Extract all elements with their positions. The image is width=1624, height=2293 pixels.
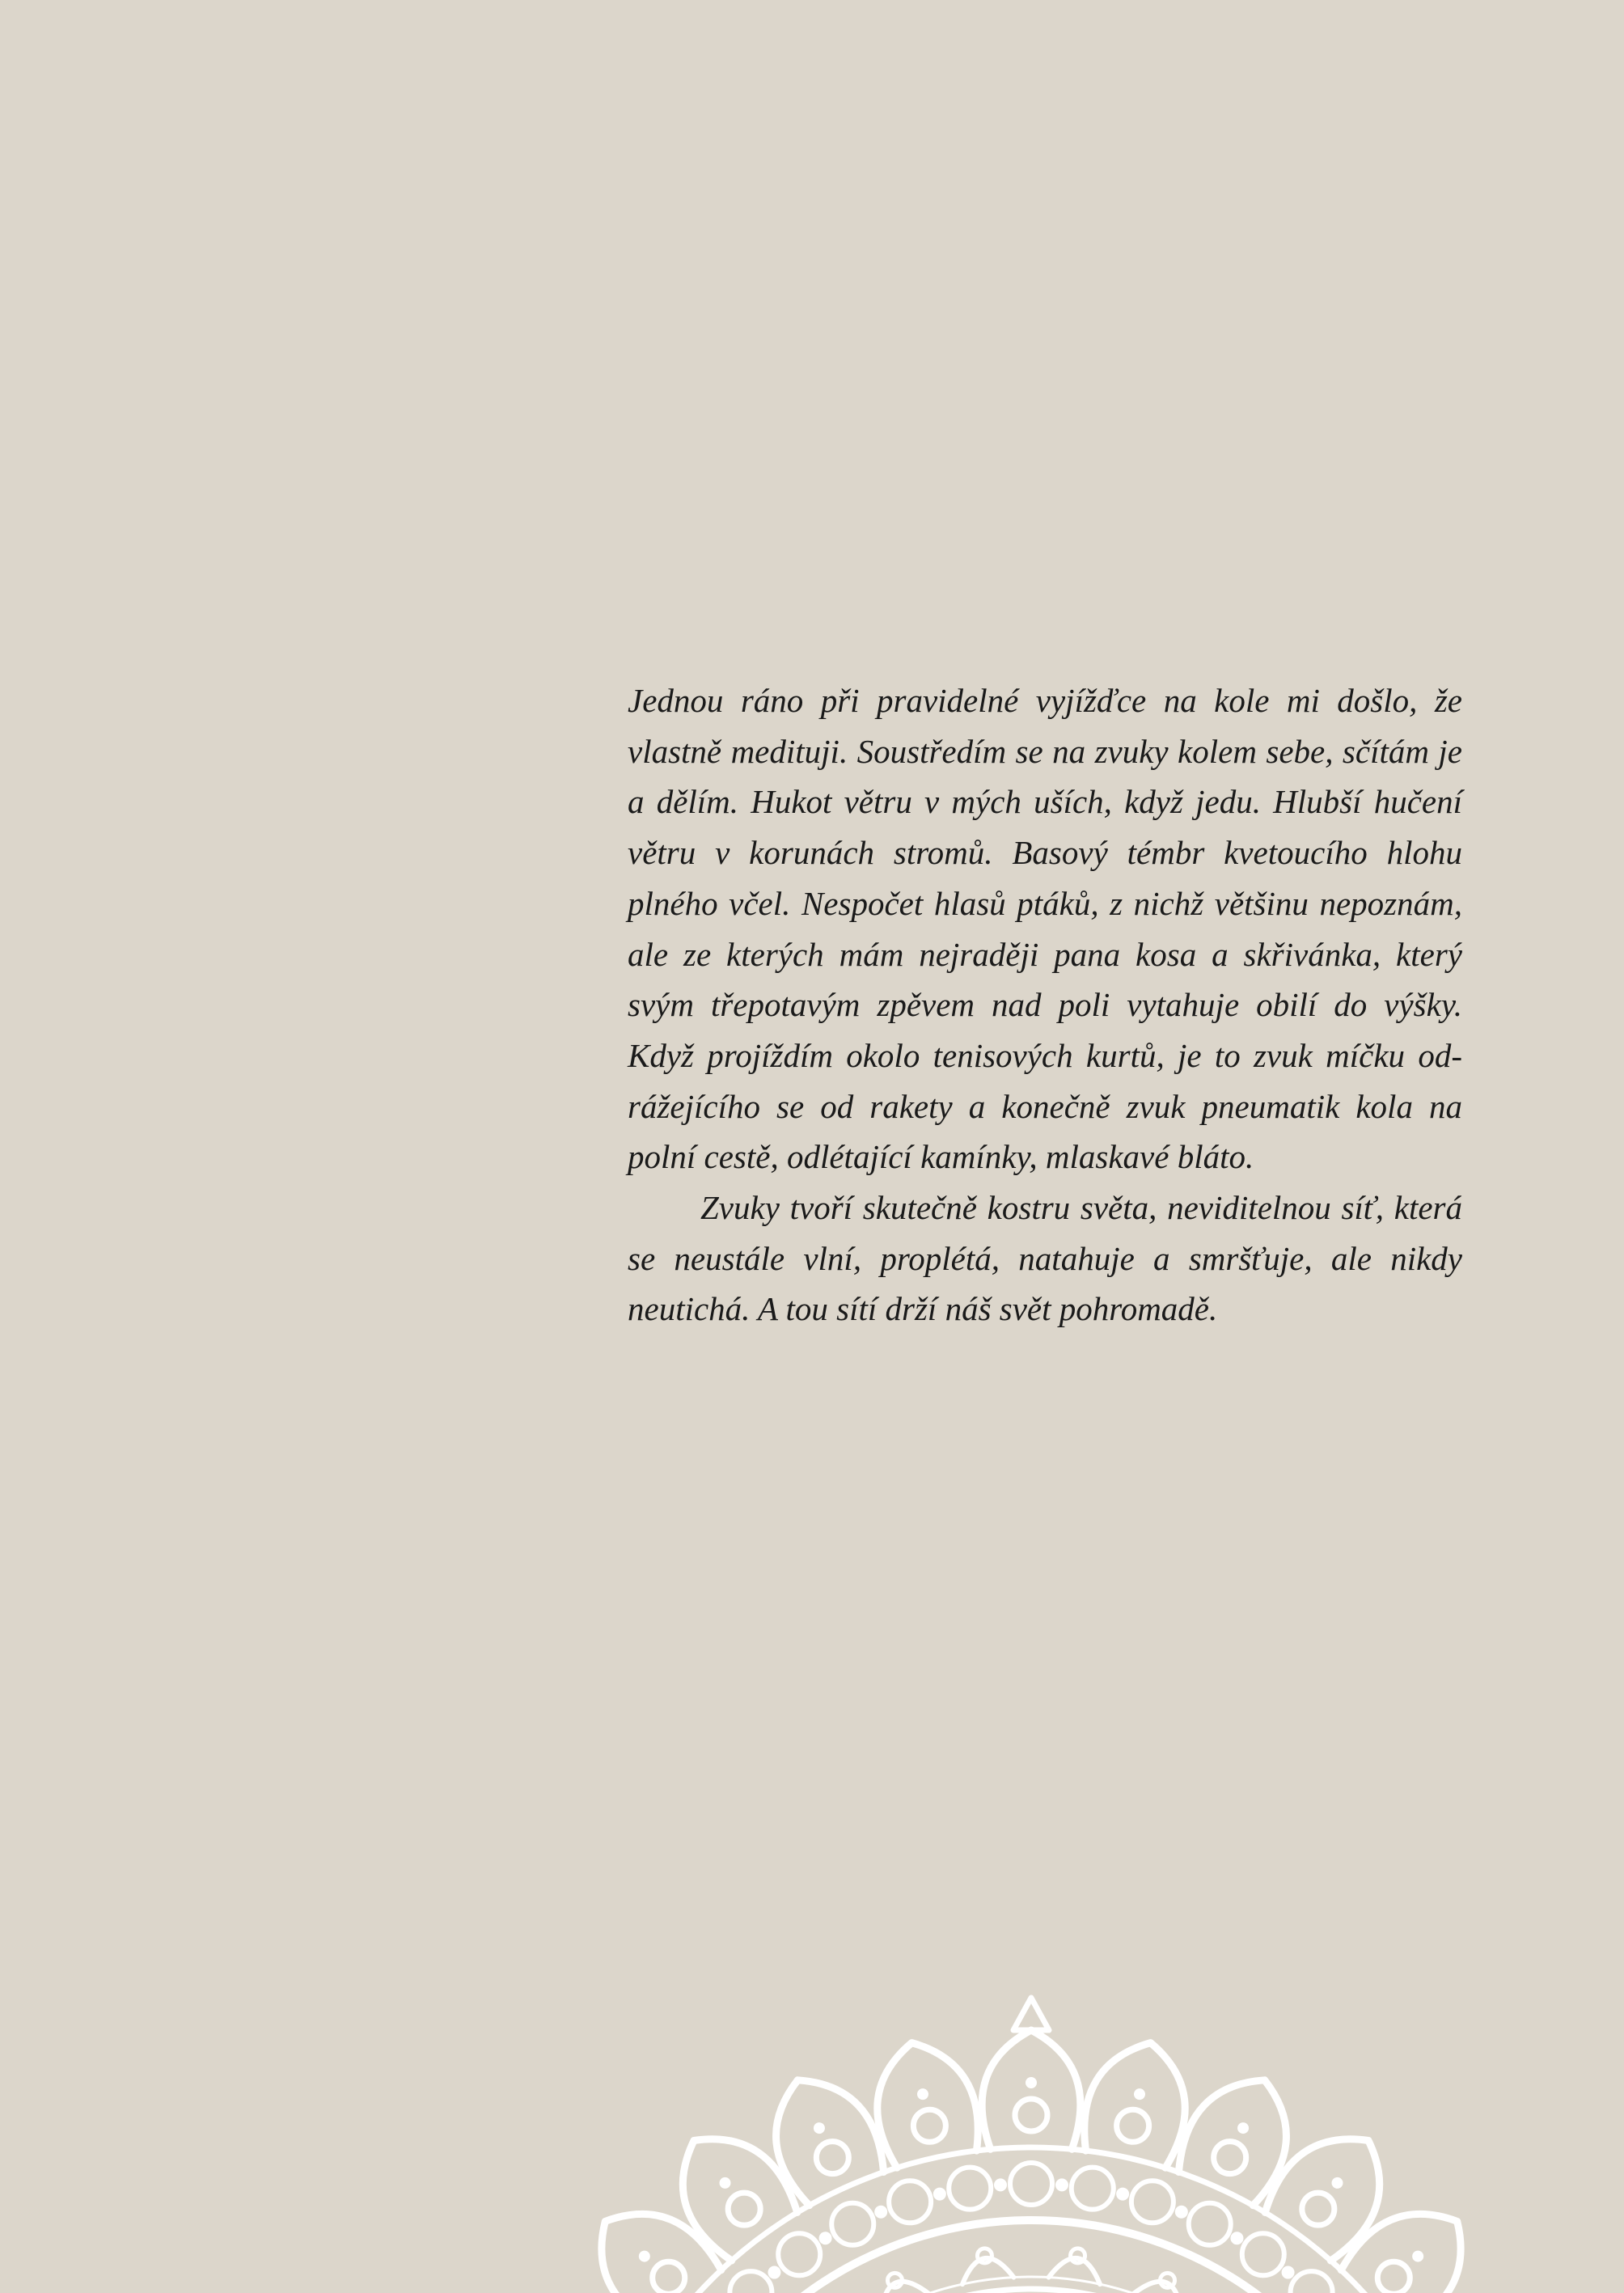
paragraph-2: Zvuky tvoří skutečně kostru světa, neviditelnou síť, která se neustále vlní, proplétá, natahuje a smršťuje, ale nikdy neutichá. A tou sítí drží náš svět pohromadě. xyxy=(628,1189,1462,1328)
mandala-ornament-icon xyxy=(534,1792,1529,2293)
body-text xyxy=(628,675,1462,1335)
paragraph-1: Jednou ráno při pravidelné vyjížďce na kole mi došlo, že vlastně medituji. Soustředím se na zvuky kolem sebe, sčítám je a dělím. Hukot větru v mých uších, když jedu. Hlubší hučení větru v korunách stromů. Basový témbr kvetoucího hlohu plného včel. Nespočet hlasů ptáků, z nichž většinu nepoznám, ale ze kterých mám nejraději pana kosa a skřivánka, který svým třepotavým zpěvem nad poli vytahuje obilí do výšky. Když projíždím okolo tenisových kurtů, je to zvuk míčku odrážejícího se od rakety a konečně zvuk pneumatik kola na polní cestě, odlétající kamínky, mlaskavé bláto. xyxy=(628,682,1462,1176)
